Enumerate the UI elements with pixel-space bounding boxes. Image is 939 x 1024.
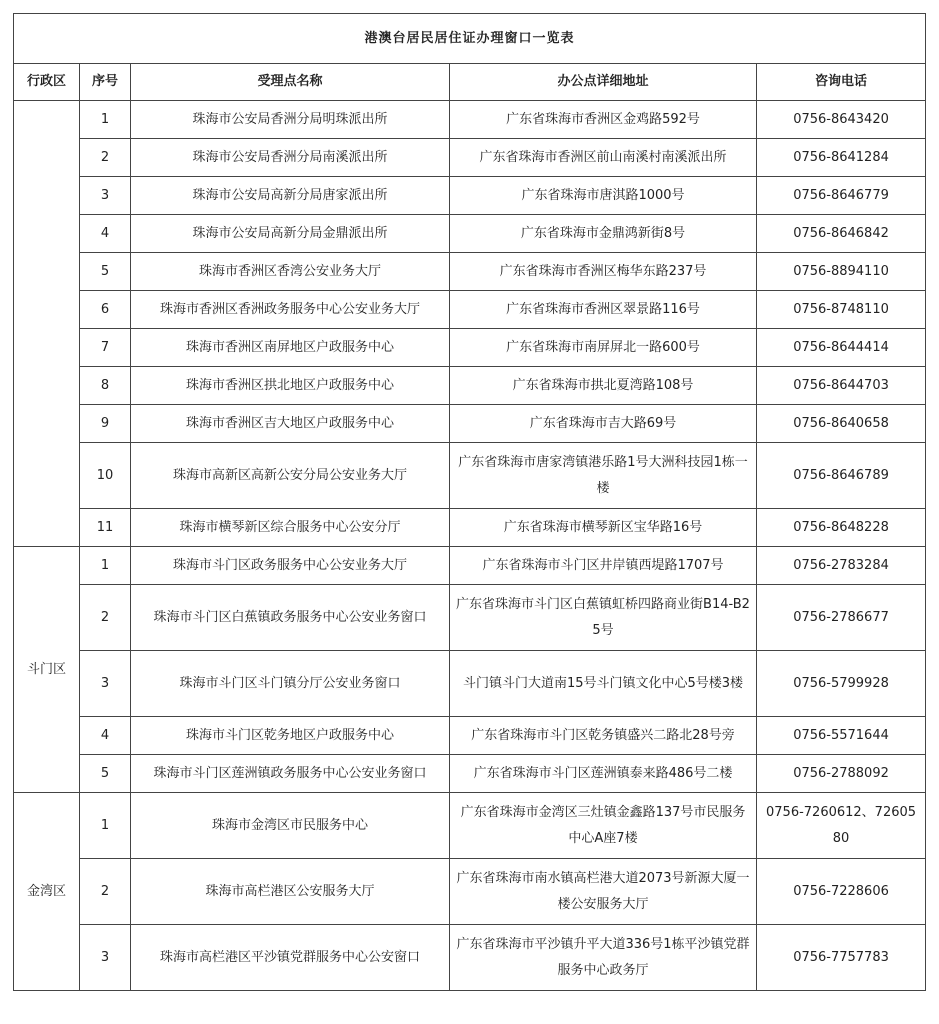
table-row xyxy=(14,253,926,291)
office-name-cell: 珠海市斗门区政务服务中心公安业务大厅 xyxy=(131,547,450,585)
number-cell: 2 xyxy=(80,139,131,177)
address-cell: 广东省珠海市金湾区三灶镇金鑫路137号市民服务中心A座7楼 xyxy=(450,793,757,859)
table-row xyxy=(14,755,926,793)
header-number: 序号 xyxy=(80,64,131,101)
address-cell: 广东省珠海市拱北夏湾路108号 xyxy=(450,367,757,405)
phone-cell: 0756-8644414 xyxy=(757,329,926,367)
table-title: 港澳台居民居住证办理窗口一览表 xyxy=(14,14,926,64)
address-cell: 广东省珠海市香洲区翠景路116号 xyxy=(450,291,757,329)
number-cell: 5 xyxy=(80,253,131,291)
phone-cell: 0756-8643420 xyxy=(757,101,926,139)
number-cell: 9 xyxy=(80,405,131,443)
header-row xyxy=(14,64,926,101)
table-row xyxy=(14,651,926,717)
office-name-cell: 珠海市高新区高新公安分局公安业务大厅 xyxy=(131,443,450,509)
number-cell: 6 xyxy=(80,291,131,329)
number-cell: 2 xyxy=(80,859,131,925)
table-row xyxy=(14,859,926,925)
phone-cell: 0756-8748110 xyxy=(757,291,926,329)
header-district: 行政区 xyxy=(14,64,80,101)
office-name-cell: 珠海市斗门区白蕉镇政务服务中心公安业务窗口 xyxy=(131,585,450,651)
address-cell: 广东省珠海市香洲区前山南溪村南溪派出所 xyxy=(450,139,757,177)
number-cell: 3 xyxy=(80,651,131,717)
phone-cell: 0756-2786677 xyxy=(757,585,926,651)
phone-cell: 0756-8641284 xyxy=(757,139,926,177)
number-cell: 4 xyxy=(80,215,131,253)
district-cell: 斗门区 xyxy=(14,547,80,793)
number-cell: 2 xyxy=(80,585,131,651)
office-name-cell: 珠海市斗门区斗门镇分厅公安业务窗口 xyxy=(131,651,450,717)
table-row xyxy=(14,793,926,859)
office-name-cell: 珠海市香洲区香洲政务服务中心公安业务大厅 xyxy=(131,291,450,329)
office-name-cell: 珠海市香洲区香湾公安业务大厅 xyxy=(131,253,450,291)
address-cell: 广东省珠海市香洲区金鸡路592号 xyxy=(450,101,757,139)
office-name-cell: 珠海市香洲区吉大地区户政服务中心 xyxy=(131,405,450,443)
address-cell: 广东省珠海市斗门区乾务镇盛兴二路北28号旁 xyxy=(450,717,757,755)
header-phone: 咨询电话 xyxy=(757,64,926,101)
header-office-name: 受理点名称 xyxy=(131,64,450,101)
address-cell: 广东省珠海市吉大路69号 xyxy=(450,405,757,443)
phone-cell: 0756-2788092 xyxy=(757,755,926,793)
address-cell: 广东省珠海市平沙镇升平大道336号1栋平沙镇党群服务中心政务厅 xyxy=(450,925,757,991)
office-name-cell: 珠海市公安局高新分局唐家派出所 xyxy=(131,177,450,215)
number-cell: 3 xyxy=(80,177,131,215)
phone-cell: 0756-8894110 xyxy=(757,253,926,291)
office-name-cell: 珠海市斗门区莲洲镇政务服务中心公安业务窗口 xyxy=(131,755,450,793)
table-row xyxy=(14,585,926,651)
phone-cell: 0756-8646779 xyxy=(757,177,926,215)
phone-cell: 0756-7260612、7260580 xyxy=(757,793,926,859)
table-row xyxy=(14,547,926,585)
number-cell: 1 xyxy=(80,793,131,859)
address-cell: 广东省珠海市南水镇高栏港大道2073号新源大厦一楼公安服务大厅 xyxy=(450,859,757,925)
office-name-cell: 珠海市高栏港区公安服务大厅 xyxy=(131,859,450,925)
address-cell: 广东省珠海市唐淇路1000号 xyxy=(450,177,757,215)
address-cell: 广东省珠海市香洲区梅华东路237号 xyxy=(450,253,757,291)
office-name-cell: 珠海市高栏港区平沙镇党群服务中心公安窗口 xyxy=(131,925,450,991)
address-cell: 广东省珠海市横琴新区宝华路16号 xyxy=(450,509,757,547)
table-row xyxy=(14,215,926,253)
office-name-cell: 珠海市斗门区乾务地区户政服务中心 xyxy=(131,717,450,755)
district-cell: 金湾区 xyxy=(14,793,80,991)
address-cell: 广东省珠海市唐家湾镇港乐路1号大洲科技园1栋一楼 xyxy=(450,443,757,509)
office-name-cell: 珠海市横琴新区综合服务中心公安分厅 xyxy=(131,509,450,547)
table-row xyxy=(14,367,926,405)
phone-cell: 0756-7757783 xyxy=(757,925,926,991)
number-cell: 7 xyxy=(80,329,131,367)
number-cell: 10 xyxy=(80,443,131,509)
office-name-cell: 珠海市香洲区南屏地区户政服务中心 xyxy=(131,329,450,367)
table-row xyxy=(14,101,926,139)
phone-cell: 0756-8640658 xyxy=(757,405,926,443)
phone-cell: 0756-8646789 xyxy=(757,443,926,509)
district-cell xyxy=(14,101,80,547)
phone-cell: 0756-2783284 xyxy=(757,547,926,585)
phone-cell: 0756-5799928 xyxy=(757,651,926,717)
phone-cell: 0756-8646842 xyxy=(757,215,926,253)
window-list-table xyxy=(13,13,926,991)
address-cell: 广东省珠海市金鼎鸿新街8号 xyxy=(450,215,757,253)
number-cell: 1 xyxy=(80,101,131,139)
header-address: 办公点详细地址 xyxy=(450,64,757,101)
office-name-cell: 珠海市金湾区市民服务中心 xyxy=(131,793,450,859)
address-cell: 广东省珠海市南屏屏北一路600号 xyxy=(450,329,757,367)
phone-cell: 0756-8648228 xyxy=(757,509,926,547)
office-name-cell: 珠海市香洲区拱北地区户政服务中心 xyxy=(131,367,450,405)
phone-cell: 0756-8644703 xyxy=(757,367,926,405)
table-row xyxy=(14,509,926,547)
address-cell: 斗门镇斗门大道南15号斗门镇文化中心5号楼3楼 xyxy=(450,651,757,717)
table-row xyxy=(14,925,926,991)
office-name-cell: 珠海市公安局香洲分局南溪派出所 xyxy=(131,139,450,177)
number-cell: 4 xyxy=(80,717,131,755)
phone-cell: 0756-5571644 xyxy=(757,717,926,755)
number-cell: 8 xyxy=(80,367,131,405)
table-row xyxy=(14,139,926,177)
number-cell: 11 xyxy=(80,509,131,547)
address-cell: 广东省珠海市斗门区白蕉镇虹桥四路商业街B14-B25号 xyxy=(450,585,757,651)
address-cell: 广东省珠海市斗门区莲洲镇泰来路486号二楼 xyxy=(450,755,757,793)
office-name-cell: 珠海市公安局高新分局金鼎派出所 xyxy=(131,215,450,253)
phone-cell: 0756-7228606 xyxy=(757,859,926,925)
table-row xyxy=(14,405,926,443)
address-cell: 广东省珠海市斗门区井岸镇西堤路1707号 xyxy=(450,547,757,585)
table-row xyxy=(14,329,926,367)
number-cell: 5 xyxy=(80,755,131,793)
table-row xyxy=(14,177,926,215)
table-row xyxy=(14,291,926,329)
number-cell: 3 xyxy=(80,925,131,991)
office-name-cell: 珠海市公安局香洲分局明珠派出所 xyxy=(131,101,450,139)
table-row xyxy=(14,443,926,509)
number-cell: 1 xyxy=(80,547,131,585)
table-row xyxy=(14,717,926,755)
